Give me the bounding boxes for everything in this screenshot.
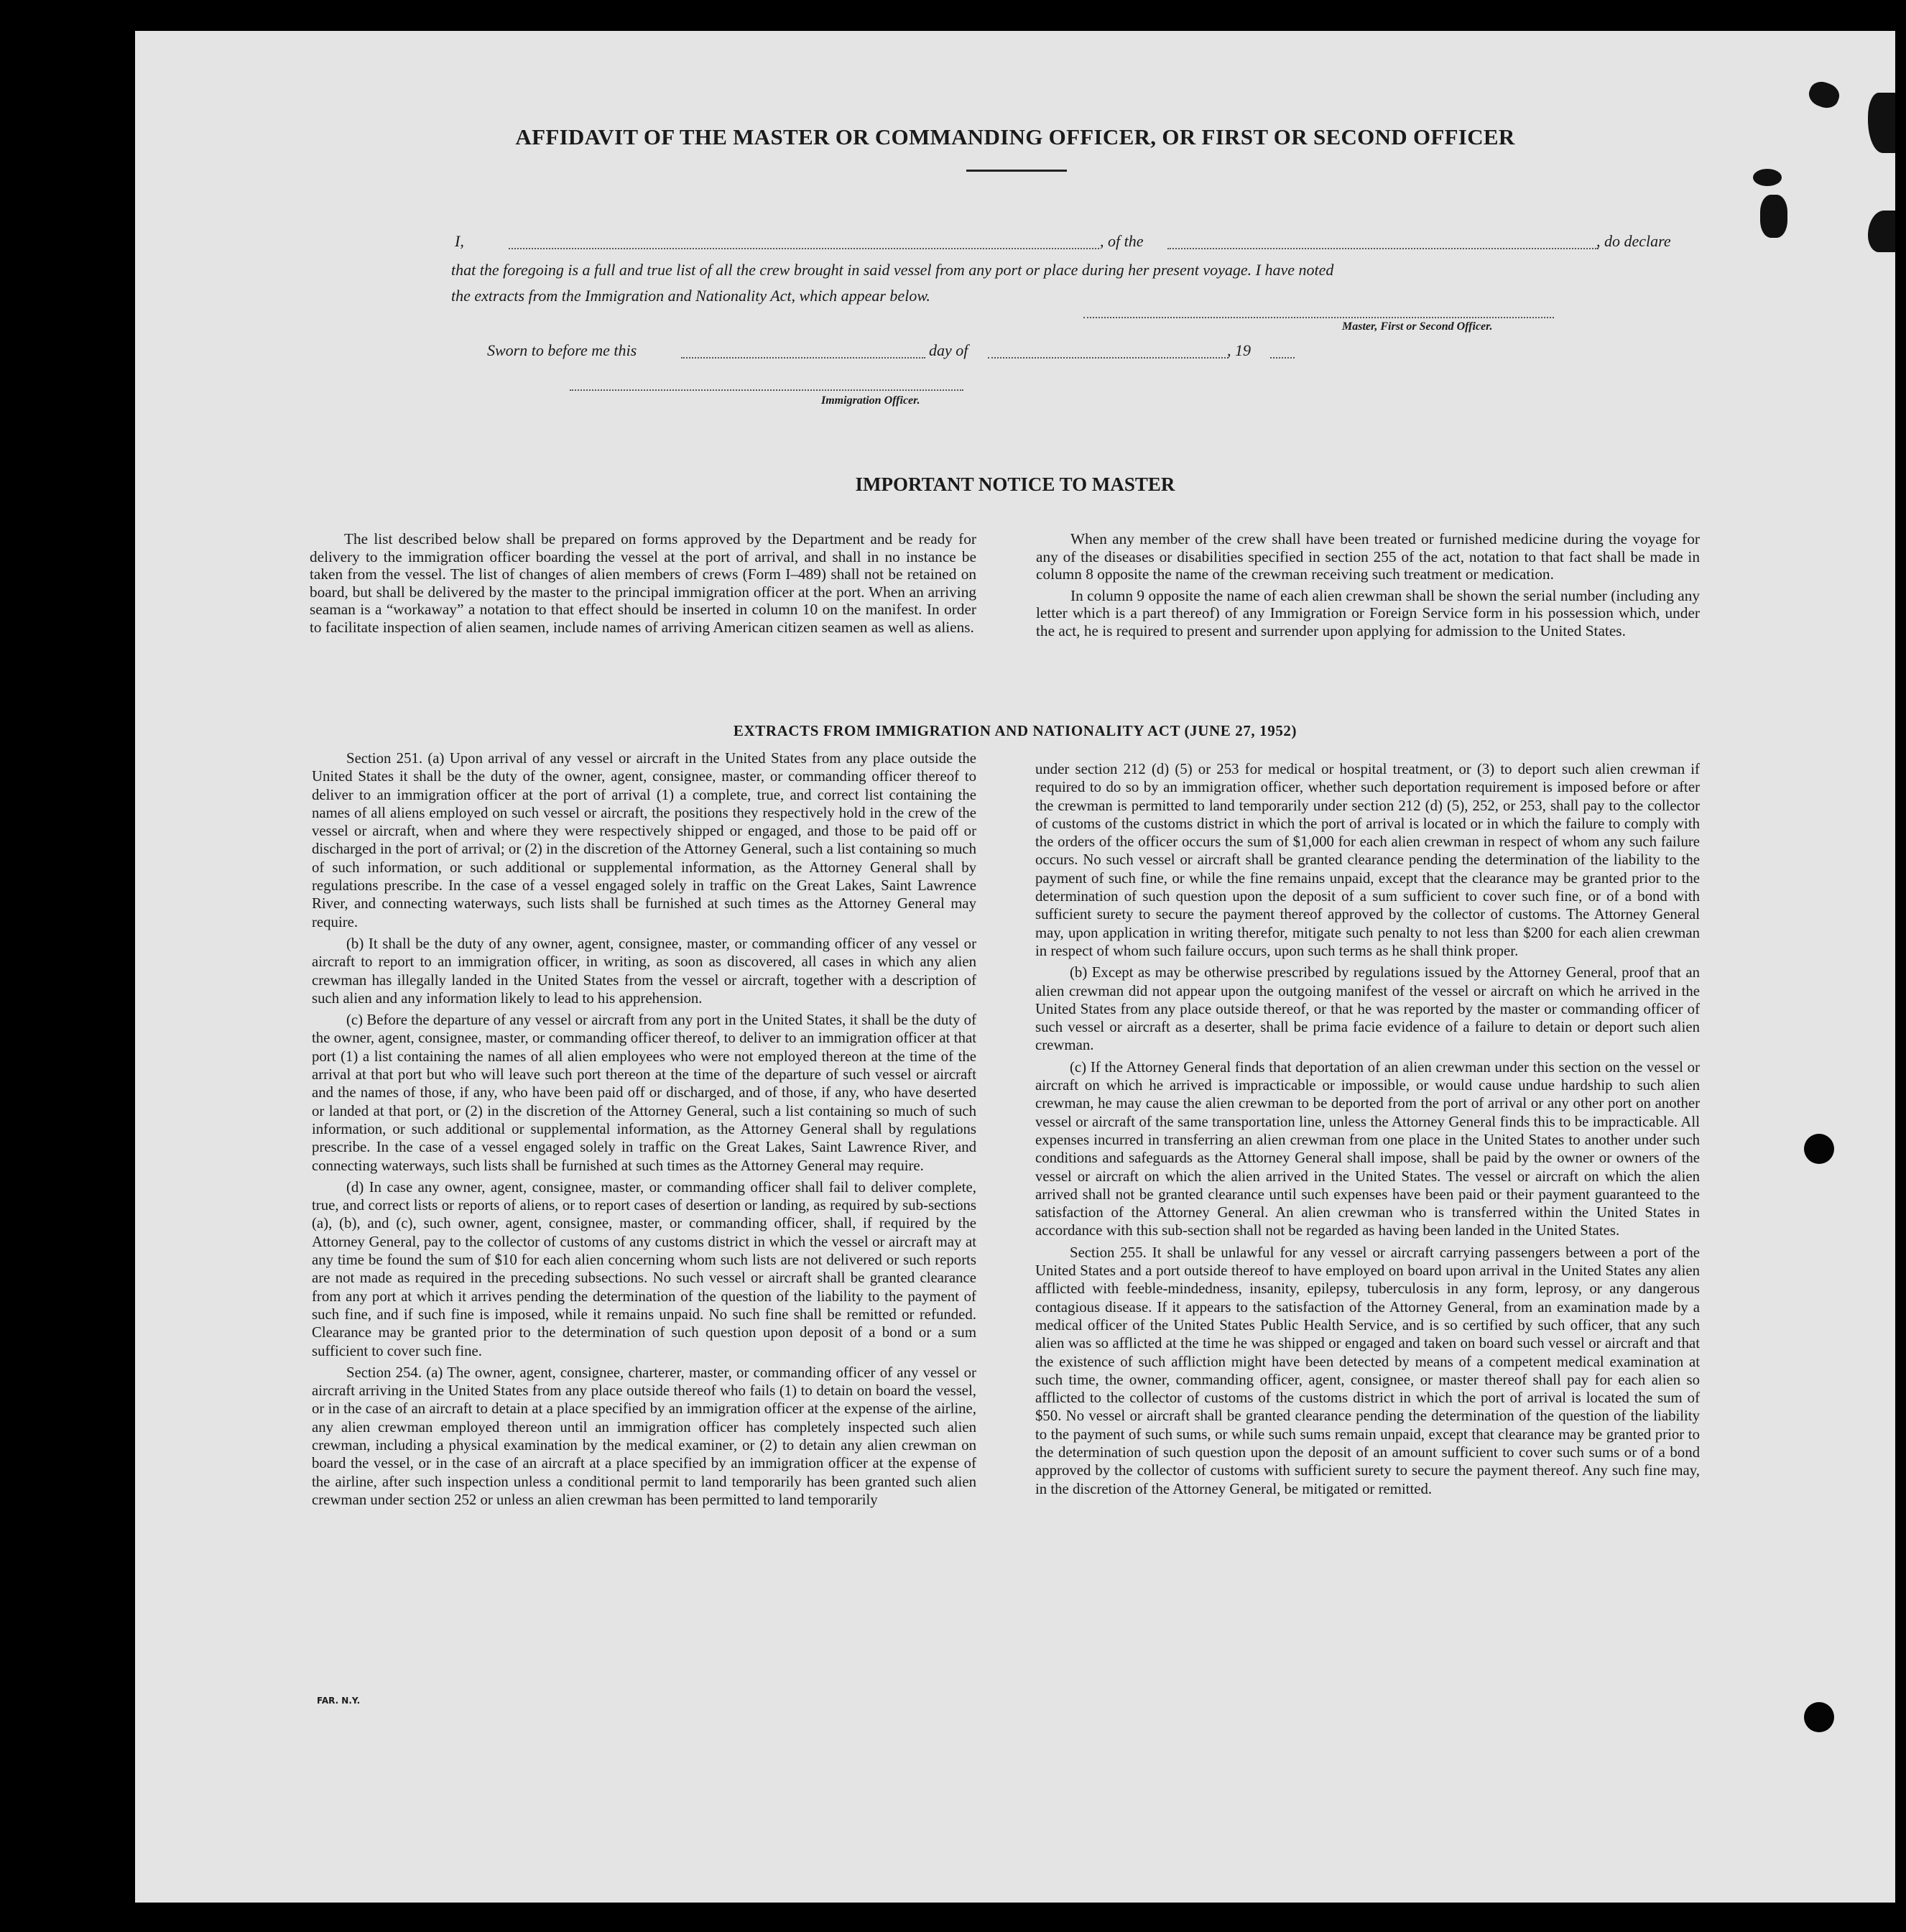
name-field[interactable]	[509, 248, 1099, 249]
affidavit-title: AFFIDAVIT OF THE MASTER OR COMMANDING OFFICER, OR FIRST OR SECOND OFFICER	[515, 124, 1515, 149]
paper-tear	[1805, 78, 1842, 111]
section-251-d: (d) In case any owner, agent, consignee, master, or commanding officer shall fail to deliver complete, true, and correct lists or reports of aliens, or to report cases of desertion or landing, as required by sub-sections (a), (b), and (c), such owner, agent, consignee, master, or commanding officer, shall, if required by the Attorney General, pay to the collector of customs of any customs district in which the vessel or aircraft may at any time be found the sum of $10 for each alien concerning whom such lists are not delivered or such reports are not made as required in the preceding subsections. No such vessel or aircraft shall be granted clearance from any port at which it arrives pending the determination of the question of the liability to the payment of such fine, and if such fine is imposed, while it remains unpaid. No such fine shall be remitted or refunded. Clearance may be granted prior to the determination of such question upon deposit of a bond or a sum sufficient to cover such fine.	[312, 1178, 976, 1359]
sworn-label: Sworn to before me this	[487, 341, 637, 359]
section-251-b: (b) It shall be the duty of any owner, agent, consignee, master, or commanding officer of any vessel or aircraft to report to an immigration officer, in writing, as soon as discovered, all cases in which any alien crewman has illegally landed in the United States from the vessel or aircraft, together with a description of such alien and any information likely to lead to his apprehension.	[312, 935, 976, 1007]
officer-signature-field[interactable]	[570, 389, 963, 391]
sworn-day-field[interactable]	[681, 357, 925, 359]
officer-signature-caption: Immigration Officer.	[821, 394, 920, 407]
declare-suffix: , do declare	[1596, 232, 1671, 250]
section-251-c: (c) Before the departure of any vessel or aircraft from any port in the United States, it shall be the duty of the owner, agent, consignee, master, or commanding officer thereof, to deliver to an immigration officer at that port (1) a list containing the names of all alien employees who were not employed thereon at the time of the arrival at that port but who will leave such port thereon at the time of the departure of such vessel or aircraft and the names of those, if any, who have been paid off or discharged, and of those, if any, who have deserted or landed at that port, or (2) in the discretion of the Attorney General, such a list containing so much of such information, or such additional or supplemental information, as the Attorney General shall by regulations prescribe. In the case of a vessel engaged solely in traffic on the Great Lakes, Saint Lawrence River, and connecting waterways, such lists shall be furnished at such times as the Attorney General may require.	[312, 1012, 976, 1174]
punch-hole	[1804, 1702, 1834, 1732]
paper-tear	[1868, 211, 1895, 252]
declare-line-2: that the foregoing is a full and true list of all the crew brought in said vessel from any port or place during her present voyage. I have noted	[451, 261, 1334, 279]
extracts-title: EXTRACTS FROM IMMIGRATION AND NATIONALITY ACT (JUNE 27, 1952)	[733, 722, 1297, 739]
title-divider	[966, 170, 1067, 172]
declare-i: I,	[455, 232, 464, 250]
document-page	[135, 31, 1895, 1903]
section-251-a: Section 251. (a) Upon arrival of any vessel or aircraft in the United States from any place outside the United States it shall be the duty of the owner, agent, consignee, master, or commanding officer thereof to deliver to an immigration officer at the port of arrival (1) a complete, true, and correct list containing the names of all aliens employed on such vessel or aircraft, the positions they respectively hold in the crew of the vessel or aircraft, when and where they were respectively shipped or engaged, and those to be paid off or discharged in the port of arrival; or (2) in the discretion of the Attorney General, such a list containing so much of such information, or such additional or supplemental information, as the Attorney General shall by regulations prescribe. In the case of a vessel engaged solely in traffic on the Great Lakes, Saint Lawrence River, and connecting waterways, such lists shall be furnished at such times as the Attorney General may require.	[312, 750, 976, 930]
year-label: , 19	[1227, 341, 1251, 359]
year-field[interactable]	[1270, 357, 1295, 359]
notice-right-column	[1036, 530, 1700, 644]
master-signature-caption: Master, First or Second Officer.	[1342, 320, 1493, 333]
notice-right-paragraph-2: In column 9 opposite the name of each alien crewman shall be shown the serial number (including any letter which is a part thereof) of any Immigration or Foreign Service form in his possession which, under the act, he is required to present and surrender upon applying for admission to the United States.	[1036, 586, 1700, 639]
declare-of-the: , of the	[1100, 232, 1144, 250]
sworn-month-field[interactable]	[988, 357, 1229, 359]
paper-tear	[1760, 195, 1787, 238]
section-255: Section 255. It shall be unlawful for any vessel or aircraft carrying passengers between a port of the United States and a port outside thereof to have employed on board upon arrival in the United States any alien afflicted with feeble-mindedness, insanity, epilepsy, tuberculosis in any form, leprosy, or any dangerous contagious disease. If it appears to the satisfaction of the Attorney General, from an examination made by a medical officer of the United States Public Health Service, and is so certified by such officer, that any such alien was so afflicted at the time he was shipped or engaged and taken on board such vessel or aircraft and that the existence of such affliction might have been detected by means of a competent medical examination at such time, the owner, commanding officer, agent, consignee, or master thereof shall pay for each alien so afflicted to the collector of customs of the customs district in which the port of arrival is located the sum of $50. No vessel or aircraft shall be granted clearance pending the determination of the question of the liability to the payment of such sums, or while such sums remain unpaid, except that clearance may be granted prior to the determination of such question upon the deposit of an amount sufficient to cover such sums or of a bond approved by the collector of customs with sufficient surety to secure the payment thereof. Any such fine may, in the discretion of the Attorney General, be mitigated or remitted.	[1035, 1244, 1700, 1497]
extracts-right-column	[1035, 760, 1700, 1502]
punch-hole	[1804, 1134, 1834, 1164]
section-254-a-continued: under section 212 (d) (5) or 253 for medical or hospital treatment, or (3) to deport such alien crewman if required to do so by an immigration officer, whether such deportation requirement is imposed before or after the crewman is permitted to land temporarily under section 212 (d) (5), 252, or 253, shall pay to the collector of customs of the customs district in which the port of arrival is located or in which the failure to comply with the orders of the officer occurs the sum of $1,000 for each alien crewman in respect of whom any such failure occurs. No such vessel or aircraft shall be granted clearance pending the determination of the liability to the payment of such fine, or while the fine remains unpaid, except that the clearance may be granted prior to the determination of such question upon the deposit of a sum sufficient to cover such fine, or of a bond with sufficient surety to secure the payment thereof approved by the collector of customs. The Attorney General may, upon application in writing therefor, mitigate such penalty to not less than $200 for each alien crewman in respect of whom such failure occurs, upon such terms as he shall think proper.	[1035, 761, 1700, 959]
paper-tear	[1753, 169, 1782, 186]
day-of-label: day of	[929, 341, 968, 359]
printer-mark: FAR. N.Y.	[317, 1696, 361, 1706]
paper-tear	[1868, 93, 1895, 153]
notice-right-paragraph-1: When any member of the crew shall have been treated or furnished medicine during the voyage for any of the diseases or disabilities specified in section 255 of the act, notation to that fact shall be made in column 8 opposite the name of the crewman receiving such treatment or medication.	[1036, 530, 1700, 583]
notice-left-column	[310, 530, 976, 640]
extracts-left-column	[312, 749, 976, 1512]
declare-line-3: the extracts from the Immigration and Nationality Act, which appear below.	[451, 287, 930, 305]
notice-title: IMPORTANT NOTICE TO MASTER	[855, 473, 1175, 495]
notice-left-paragraph: The list described below shall be prepared on forms approved by the Department and be ready for delivery to the immigration officer boarding the vessel at the port of arrival, and shall in no instance be taken from the vessel. The list of changes of alien members of crews (Form I–489) shall not be retained on board, but shall be delivered by the master to the principal immigration officer at the port. When an arriving seaman is a “workaway” a notation to that effect should be inserted in column 10 on the manifest. In order to facilitate inspection of alien seamen, include names of arriving American citizen seamen as well as aliens.	[310, 530, 976, 636]
section-254-b: (b) Except as may be otherwise prescribed by regulations issued by the Attorney General, proof that an alien crewman did not appear upon the outgoing manifest of the vessel or aircraft on which he arrived in the United States from any place outside thereof, or that he was reported by the master or commanding officer of such vessel or aircraft as a deserter, shall be prima facie evidence of a failure to detain or deport such alien crewman.	[1035, 964, 1700, 1054]
master-signature-field[interactable]	[1083, 317, 1554, 318]
vessel-field[interactable]	[1167, 248, 1599, 249]
section-254-c: (c) If the Attorney General finds that deportation of an alien crewman under this section on the vessel or aircraft on which he arrived is impracticable or impossible, or would cause undue hardship to such alien crewman, he may cause the alien crewman to be deported from the port of arrival or any other port on another vessel or aircraft of the same transportation line, unless the Attorney General finds this to be impracticable. All expenses incurred in transferring an alien crewman from one place in the United States to another under such conditions and safeguards as the Attorney General shall impose, shall be paid by the owner or owners of the vessel or aircraft on which the alien arrived in the United States. The vessel or aircraft on which the alien arrived shall not be granted clearance until such expenses have been paid or their payment guaranteed to the satisfaction of the Attorney General. An alien crewman who is transferred within the United States in accordance with this sub-section shall not be regarded as having been landed in the United States.	[1035, 1058, 1700, 1239]
section-254-a: Section 254. (a) The owner, agent, consignee, charterer, master, or commanding officer of any vessel or aircraft arriving in the United States from any place outside thereof who fails (1) to detain on board the vessel, or in the case of an aircraft to detain at a place specified by an immigration officer at the expense of the airline, any alien crewman employed thereon until an immigration officer has completely inspected such alien crewman, including a physical examination by the medical examiner, or (2) to detain any alien crewman on board the vessel, or in the case of an aircraft at a place specified by an immigration officer at the expense of the airline, after such inspection unless a conditional permit to land temporarily has been granted such alien crewman under section 252 or unless an alien crewman has been permitted to land temporarily	[312, 1364, 976, 1508]
